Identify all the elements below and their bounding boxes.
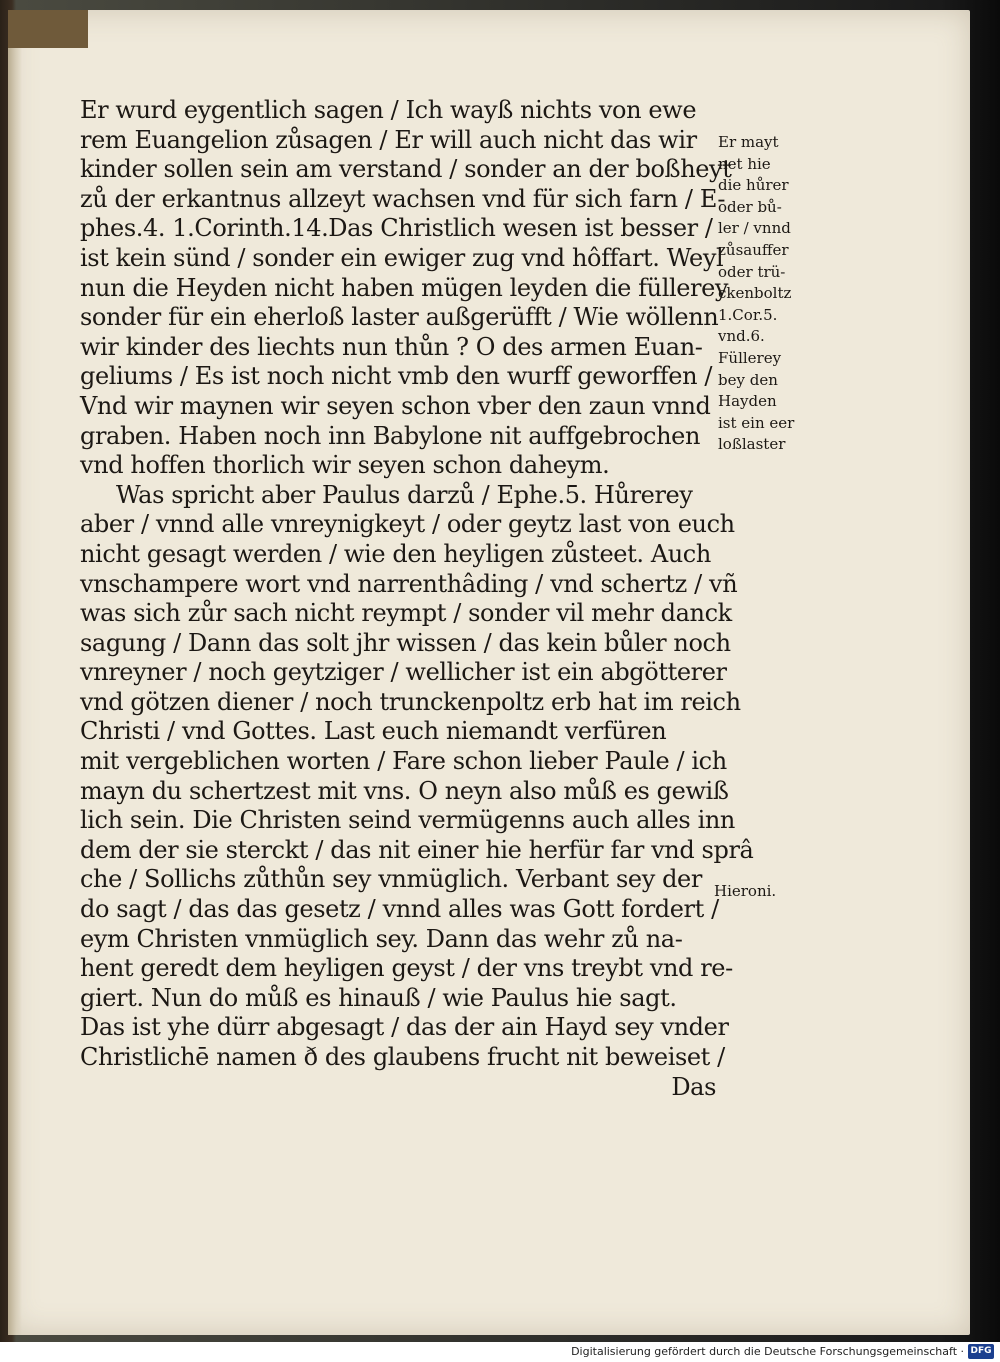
margin-gloss-line: oder trü- [718,262,786,281]
catchword: Das [671,1072,716,1101]
text-line: Er wurd eygentlich sagen / Ich wayß nichts von ewe [80,96,697,124]
margin-gloss-line: bey den [718,370,778,389]
text-line: aber / vnnd alle vnreynigkeyt / oder geytz last von euch [80,510,735,539]
paragraph-start-line: Was spricht aber Paulus darzů / Ephe.5. Hůrerey [116,480,693,509]
text-line: phes.4. 1.Corinth.14.Das Christlich wesen ist besser / [80,214,713,243]
text-line: wir kinder des liechts nun thůn ? O des armen Euan- [80,332,703,361]
margin-gloss-line: zůsauffer [718,240,789,259]
margin-gloss [718,132,828,456]
text-line: nicht gesagt werden / wie den heyligen zůsteet. Auch [80,539,711,568]
text-line: Das ist yhe dürr abgesagt / das der ain Hayd sey vnder [80,1013,729,1042]
text-line: Christi / vnd Gottes. Last euch niemandt verfüren [80,717,667,746]
text-line: vnschampere wort vnd narrenthâding / vnd schertz / vñ [80,569,738,598]
text-line: vnd hoffen thorlich wir seyen schon daheym. [80,451,610,480]
margin-gloss-line: ist ein eer [718,413,795,432]
footer-bar [0,1342,1000,1362]
text-line: dem der sie sterckt / das nit einer hie herfür far vnd sprâ [80,835,754,864]
text-line: hent geredt dem heyligen geyst / der vns treybt vnd re- [80,954,733,983]
margin-gloss-line: 1.Cor.5. [718,305,778,324]
margin-gloss-line: vnd.6. [718,327,765,346]
text-line: was sich zůr sach nicht reympt / sonder vil mehr danck [80,599,732,628]
binding-tab [8,10,88,48]
margin-gloss-line: Hayden [718,392,777,411]
text-line: Christlichē namen ð des glaubens frucht nit beweiset / [80,1043,725,1071]
text-line: rem Euangelion zůsagen / Er will auch nicht das wir [80,125,697,154]
text-line: vnreyner / noch geytziger / wellicher ist ein abgötterer [80,658,727,687]
margin-gloss-line: ckenboltz [718,284,792,303]
dfg-logo: DFG [968,1344,994,1359]
text-line: geliums / Es ist noch nicht vmb den wurff geworffen / [80,362,713,391]
text-line: kinder sollen sein am verstand / sonder an der boßheyt [80,155,732,184]
margin-gloss-line: die hůrer [718,176,789,195]
text-line: vnd götzen diener / noch trunckenpoltz erb hat im reich [80,687,741,716]
text-line: mayn du schertzest mit vns. O neyn also můß es gewiß [80,776,729,805]
text-line: che / Sollichs zůthůn sey vnmüglich. Verbant sey der [80,865,702,894]
text-line: Vnd wir maynen wir seyen schon vber den zaun vnnd [80,391,711,420]
text-line: sagung / Dann das solt jhr wissen / das kein bůler noch [80,628,731,657]
margin-gloss-line: Füllerey [718,348,782,367]
margin-reference: Hieroni. [714,882,777,900]
margin-gloss-line: ler / vnnd [718,219,791,238]
page-gutter-edge [8,10,22,1335]
margin-gloss-line: net hie [718,154,771,173]
text-line: lich sein. Die Christen seind vermügenns auch alles inn [80,806,735,835]
text-line: eym Christen vnmüglich sey. Dann das wehr zů na- [80,924,683,953]
text-line: mit vergeblichen worten / Fare schon lieber Paule / ich [80,747,727,776]
margin-gloss-line: oder bů- [718,197,782,216]
margin-gloss-line: loßlaster [718,435,786,454]
text-line: giert. Nun do můß es hinauß / wie Paulus hie sagt. [80,983,677,1012]
text-line: ist kein sünd / sonder ein ewiger zug vnd hôffart. Weyl [80,243,724,272]
text-line: sonder für ein eherloß laster außgerüfft / Wie wöllenn [80,303,719,332]
text-line: zů der erkantnus allzeyt wachsen vnd für sich farn / E- [80,184,726,213]
text-line: graben. Haben noch inn Babylone nit auffgebrochen [80,421,700,450]
text-line: do sagt / das das gesetz / vnnd alles was Gott fordert / [80,895,719,924]
text-line: nun die Heyden nicht haben mügen leyden die füllerey [80,273,729,302]
margin-gloss-line: Er mayt [718,133,779,151]
footer-credit: Digitalisierung gefördert durch die Deutsche Forschungsgemeinschaft · [571,1345,964,1358]
